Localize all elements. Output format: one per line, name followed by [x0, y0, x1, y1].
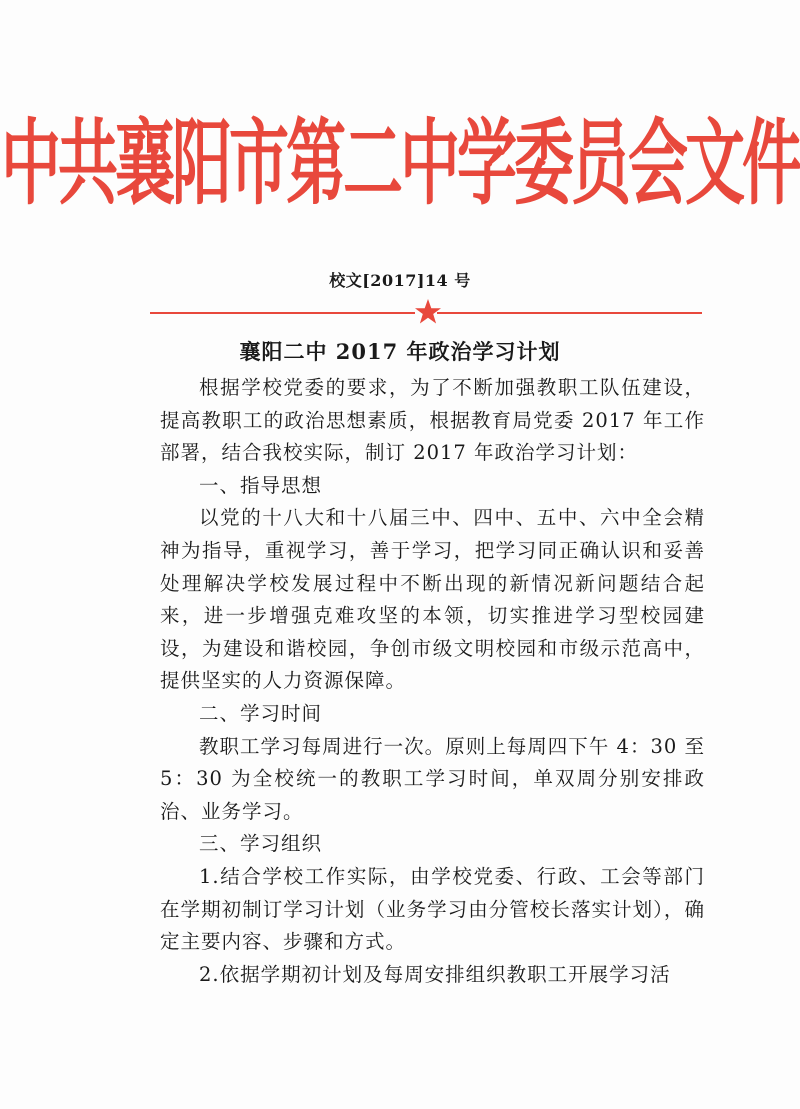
section-heading: 三、学习组织	[199, 832, 323, 856]
document-body	[160, 372, 705, 991]
separator-line-left	[150, 312, 415, 314]
document-number: 校文[2017]14 号	[329, 271, 471, 290]
red-header-title: 中共襄阳市第二中学委员会文件	[1, 110, 799, 219]
paragraph: 以党的十八大和十八届三中、四中、五中、六中全会精神为指导，重视学习，善于学习，把学习同正确认识和妥善处理解决学校发展过程中不断出现的新情况新问题结合起来，进一步增强克难攻坚的本领，切实推进学习型校园建设，为建设和谐校园，争创市级文明校园和市级示范高中，提供坚实的人力资源保障。	[160, 506, 705, 693]
section-heading: 一、指导思想	[199, 473, 323, 497]
section-heading: 二、学习时间	[199, 701, 323, 725]
paragraph: 教职工学习每周进行一次。原则上每周四下午 4：30 至 5：30 为全校统一的教职工学习时间，单双周分别安排政治、业务学习。	[160, 734, 705, 823]
plan-title: 襄阳二中 2017 年政治学习计划	[239, 339, 561, 364]
paragraph: 2.依据学期初计划及每周安排组织教职工开展学习活	[199, 962, 671, 986]
paragraph: 根据学校党委的要求，为了不断加强教职工队伍建设，提高教职工的政治思想素质，根据教育局党委 2017 年工作部署，结合我校实际，制订 2017 年政治学习计划：	[160, 376, 705, 465]
separator-line-right	[437, 312, 702, 314]
red-separator	[150, 300, 702, 326]
paragraph: 1.结合学校工作实际，由学校党委、行政、工会等部门在学期初制订学习计划（业务学习由分管校长落实计划），确定主要内容、步骤和方式。	[160, 864, 705, 954]
